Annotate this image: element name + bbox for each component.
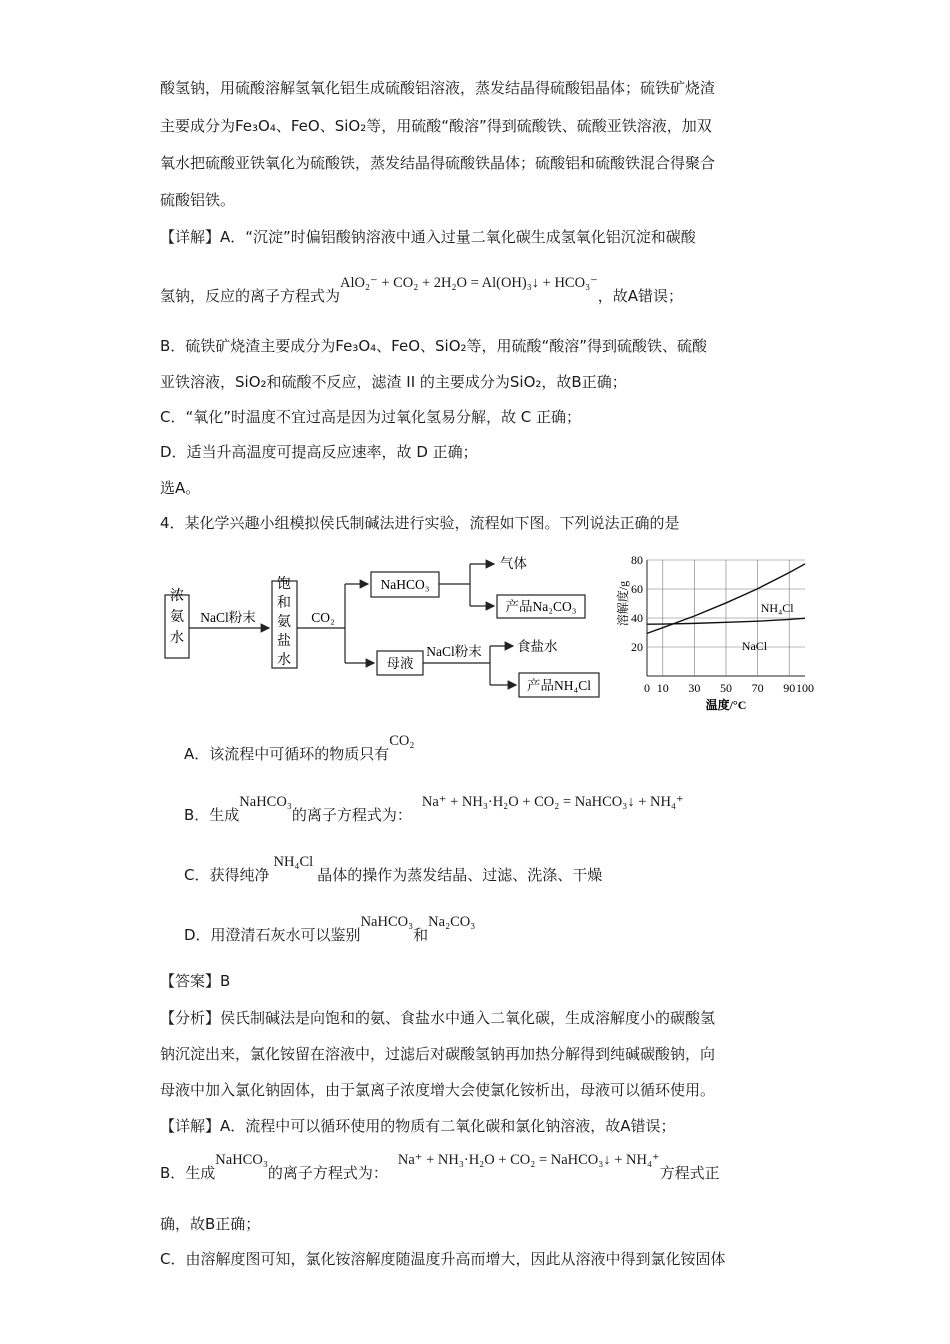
formula: NaHCO₃ [215, 1152, 268, 1168]
x-tick-label: 100 [796, 681, 814, 695]
label-co2: CO₂ [311, 610, 335, 625]
box-conc-ammonia [165, 595, 189, 658]
formula: Na₂CO₃ [428, 914, 476, 930]
option-text: C．获得纯净 [184, 866, 270, 884]
option-text: 的离子方程式为： [291, 806, 412, 824]
y-tick-label: 20 [631, 640, 643, 654]
text-line: 主要成分为Fe₃O₄、FeO、SiO₂等，用硫酸“酸溶”得到硫酸铁、硫酸亚铁溶液，加双 [160, 117, 712, 135]
detail-d-line: D．适当升高温度可提高反应速率，故 D 正确； [160, 443, 478, 461]
label-nacl-powder-2: NaCl粉末 [426, 644, 482, 659]
formula: CO₂ [389, 733, 415, 749]
formula: NaHCO₃ [360, 914, 414, 930]
x-axis-label: 温度/°C [705, 698, 747, 712]
detail-a: 【详解】A．流程中可以循环使用的物质有二氧化碳和氯化钠溶液，故A错误； [160, 1117, 676, 1135]
text: 方程式正 [659, 1164, 720, 1182]
text: 的离子方程式为： [267, 1164, 388, 1182]
process-flow-diagram [160, 548, 610, 708]
y-axis-label: 溶解度/g [616, 580, 630, 627]
formula: NH₄Cl [273, 854, 314, 870]
formula: NaHCO₃ [239, 794, 292, 810]
x-tick-label: 90 [783, 681, 796, 695]
option-a [184, 733, 415, 765]
label-brine: 食盐水 [517, 639, 558, 654]
question-stem: 4．某化学兴趣小组模拟侯氏制碱法进行实验，流程如下图。下列说法正确的是 [160, 514, 680, 532]
option-text: A．该流程中可循环的物质只有 [184, 745, 390, 763]
option-text: 晶体的操作为蒸发结晶、过滤、洗涤、干燥 [317, 866, 603, 884]
option-c [184, 854, 603, 886]
detail-b-line2: 确，故B正确； [160, 1215, 261, 1233]
label-product-nh4cl: 产品NH₄Cl [527, 678, 591, 693]
ionic-equation: Na⁺ + NH₃·H₂O + CO₂ = NaHCO₃↓ + NH₄⁺ [397, 1152, 660, 1168]
analysis-line: 【分析】侯氏制碱法是向饱和的氨、食盐水中通入二氧化碳，生成溶解度小的碳酸氢 [160, 1009, 716, 1027]
answer-choice: 选A。 [160, 479, 201, 497]
label-gas: 气体 [500, 556, 527, 571]
detail-c-line: C．“氧化”时温度不宜过高是因为过氧化氢易分解，故 C 正确； [160, 408, 582, 426]
x-tick-label: 70 [751, 681, 764, 695]
label-saturated-ammonia-brine: 饱和氨盐水 [277, 577, 291, 668]
label-nahco3: NaHCO₃ [380, 577, 430, 592]
analysis-line: 母液中加入氯化钠固体，由于氯离子浓度增大会使氯化铵析出，母液可以循环使用。 [160, 1081, 716, 1099]
y-tick-label: 60 [631, 582, 643, 596]
x-tick-label: 30 [688, 681, 701, 695]
option-text: D．用澄清石灰水可以鉴别 [184, 926, 361, 944]
text-line: 酸氢钠，用硫酸溶解氢氧化铝生成硫酸铝溶液，蒸发结晶得硫酸铝晶体；硫铁矿烧渣 [160, 79, 716, 97]
text: 氢钠，反应的离子方程式为 [160, 287, 341, 305]
option-text: 和 [413, 926, 429, 944]
y-tick-label: 40 [631, 611, 643, 625]
label-mother-liquor: 母液 [386, 656, 414, 671]
label-nacl-powder: NaCl粉末 [200, 610, 256, 625]
x-tick-label: 50 [720, 681, 732, 695]
detail-b-line2: 亚铁溶液，SiO₂和硫酸不反应，滤渣 II 的主要成分为SiO₂，故B正确； [160, 373, 627, 391]
analysis-line: 钠沉淀出来，氯化铵留在溶液中，过滤后对碳酸氢钠再加热分解得到纯碱碳酸钠，向 [160, 1045, 716, 1063]
ionic-equation: Na⁺ + NH₃·H₂O + CO₂ = NaHCO₃↓ + NH₄⁺ [421, 794, 684, 810]
series-label: NH₄Cl [760, 601, 794, 616]
text-line: 硫酸铝铁。 [160, 191, 236, 209]
y-tick-label: 80 [631, 553, 643, 567]
detail-c: C．由溶解度图可知，氯化铵溶解度随温度升高而增大，因此从溶液中得到氯化铵固体 [160, 1250, 726, 1268]
text: ，故A错误； [597, 287, 684, 305]
x-tick-label: 0 [644, 681, 650, 695]
option-d [184, 914, 476, 946]
option-b [184, 794, 684, 826]
x-tick-label: 10 [656, 681, 669, 695]
series-label: NaCl [741, 638, 768, 653]
detail-a-line1: 【详解】A．“沉淀”时偏铝酸钠溶液中通入过量二氧化碳生成氢氧化铝沉淀和碳酸 [160, 228, 696, 246]
detail-a-line2 [160, 275, 684, 307]
answer: 【答案】B [160, 972, 231, 990]
label-conc-ammonia: 浓氨水 [170, 589, 184, 646]
option-text: B．生成 [184, 806, 240, 824]
text: B．生成 [160, 1164, 216, 1182]
text-line: 氧水把硫酸亚铁氧化为硫酸铁，蒸发结晶得硫酸铁晶体；硫酸铝和硫酸铁混合得聚合 [160, 154, 716, 172]
solubility-chart [605, 548, 825, 713]
detail-b-line1: B．硫铁矿烧渣主要成分为Fe₃O₄、FeO、SiO₂等，用硫酸“酸溶”得到硫酸铁、硫酸 [160, 337, 708, 355]
label-product-na2co3: 产品Na₂CO₃ [505, 599, 577, 614]
detail-b [160, 1152, 720, 1184]
ionic-equation: AlO₂⁻ + CO₂ + 2H₂O = Al(OH)₃↓ + HCO₃⁻ [340, 275, 598, 291]
